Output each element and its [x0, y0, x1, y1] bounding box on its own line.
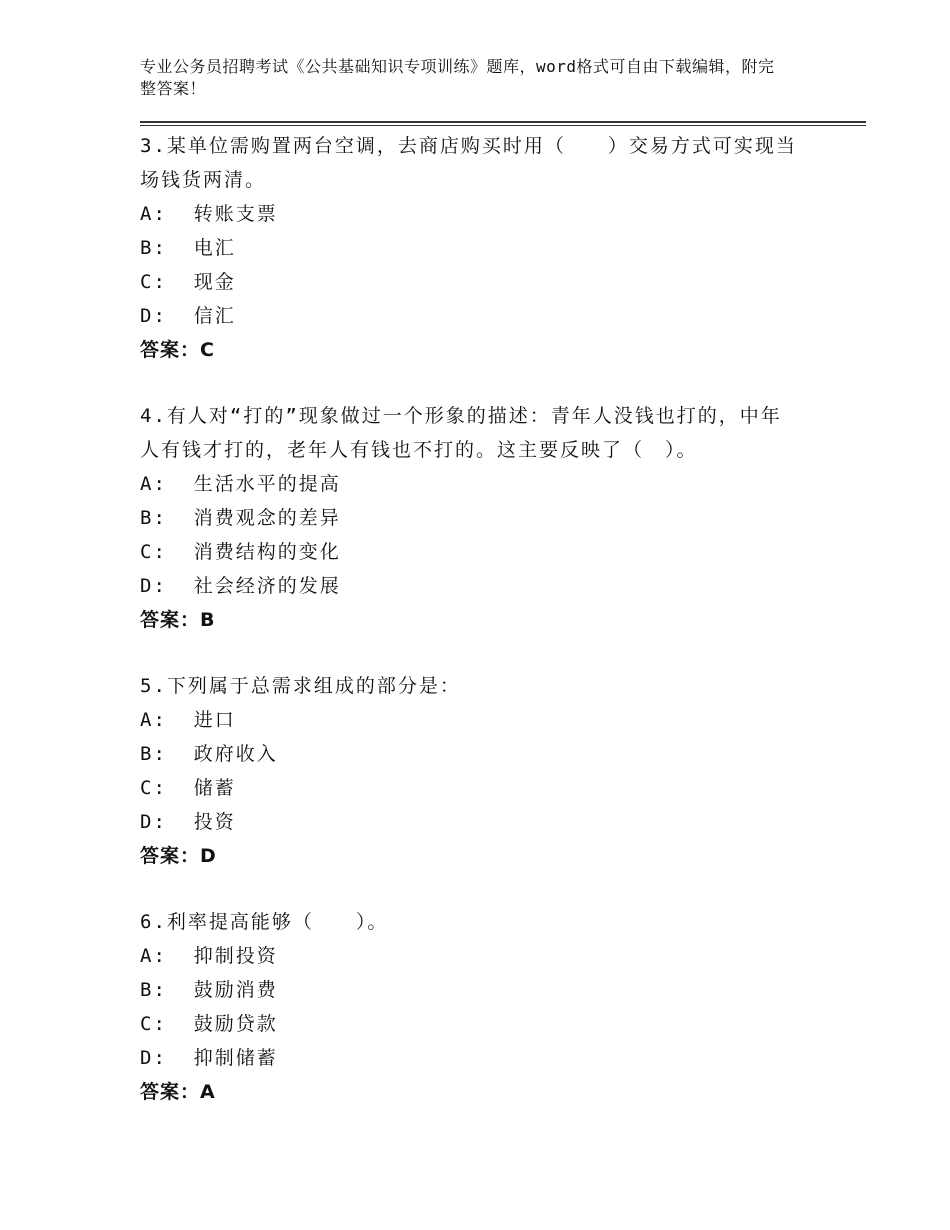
option-d: D: 社会经济的发展 [140, 575, 341, 597]
option-c: C: 现金 [140, 271, 236, 293]
option-b: B: 消费观念的差异 [140, 507, 341, 529]
option-c: C: 鼓励贷款 [140, 1013, 278, 1035]
question-list [140, 129, 840, 1141]
option-a: A: 转账支票 [140, 203, 278, 225]
question-stem: 4.有人对“打的”现象做过一个形象的描述：青年人没钱也打的，中年人有钱才打的，老年人有钱也不打的。这主要反映了（ ）。 [140, 405, 782, 461]
question-5 [140, 669, 840, 873]
option-a: A: 进口 [140, 709, 236, 731]
option-b: B: 鼓励消费 [140, 979, 278, 1001]
question-stem: 3.某单位需购置两台空调，去商店购买时用（ ）交易方式可实现当场钱货两清。 [140, 135, 797, 191]
question-3 [140, 129, 840, 367]
option-a: A: 生活水平的提高 [140, 473, 341, 495]
option-d: D: 信汇 [140, 305, 236, 327]
question-4 [140, 399, 840, 637]
answer-line: 答案：D [140, 845, 217, 867]
question-stem: 6.利率提高能够（ ）。 [140, 911, 389, 933]
question-stem: 5.下列属于总需求组成的部分是： [140, 675, 461, 697]
option-d: D: 投资 [140, 811, 236, 833]
option-b: B: 电汇 [140, 237, 236, 259]
header-rule-thin [140, 125, 866, 126]
document-header: 专业公务员招聘考试《公共基础知识专项训练》题库，word格式可自由下载编辑，附完整答案！ [140, 57, 775, 98]
answer-line: 答案：B [140, 609, 216, 631]
option-c: C: 储蓄 [140, 777, 236, 799]
answer-line: 答案：A [140, 1081, 216, 1103]
question-6 [140, 905, 840, 1109]
option-b: B: 政府收入 [140, 743, 278, 765]
option-a: A: 抑制投资 [140, 945, 278, 967]
option-d: D: 抑制储蓄 [140, 1047, 278, 1069]
header-rule-thick [140, 121, 866, 123]
option-c: C: 消费结构的变化 [140, 541, 341, 563]
answer-line: 答案：C [140, 339, 215, 361]
